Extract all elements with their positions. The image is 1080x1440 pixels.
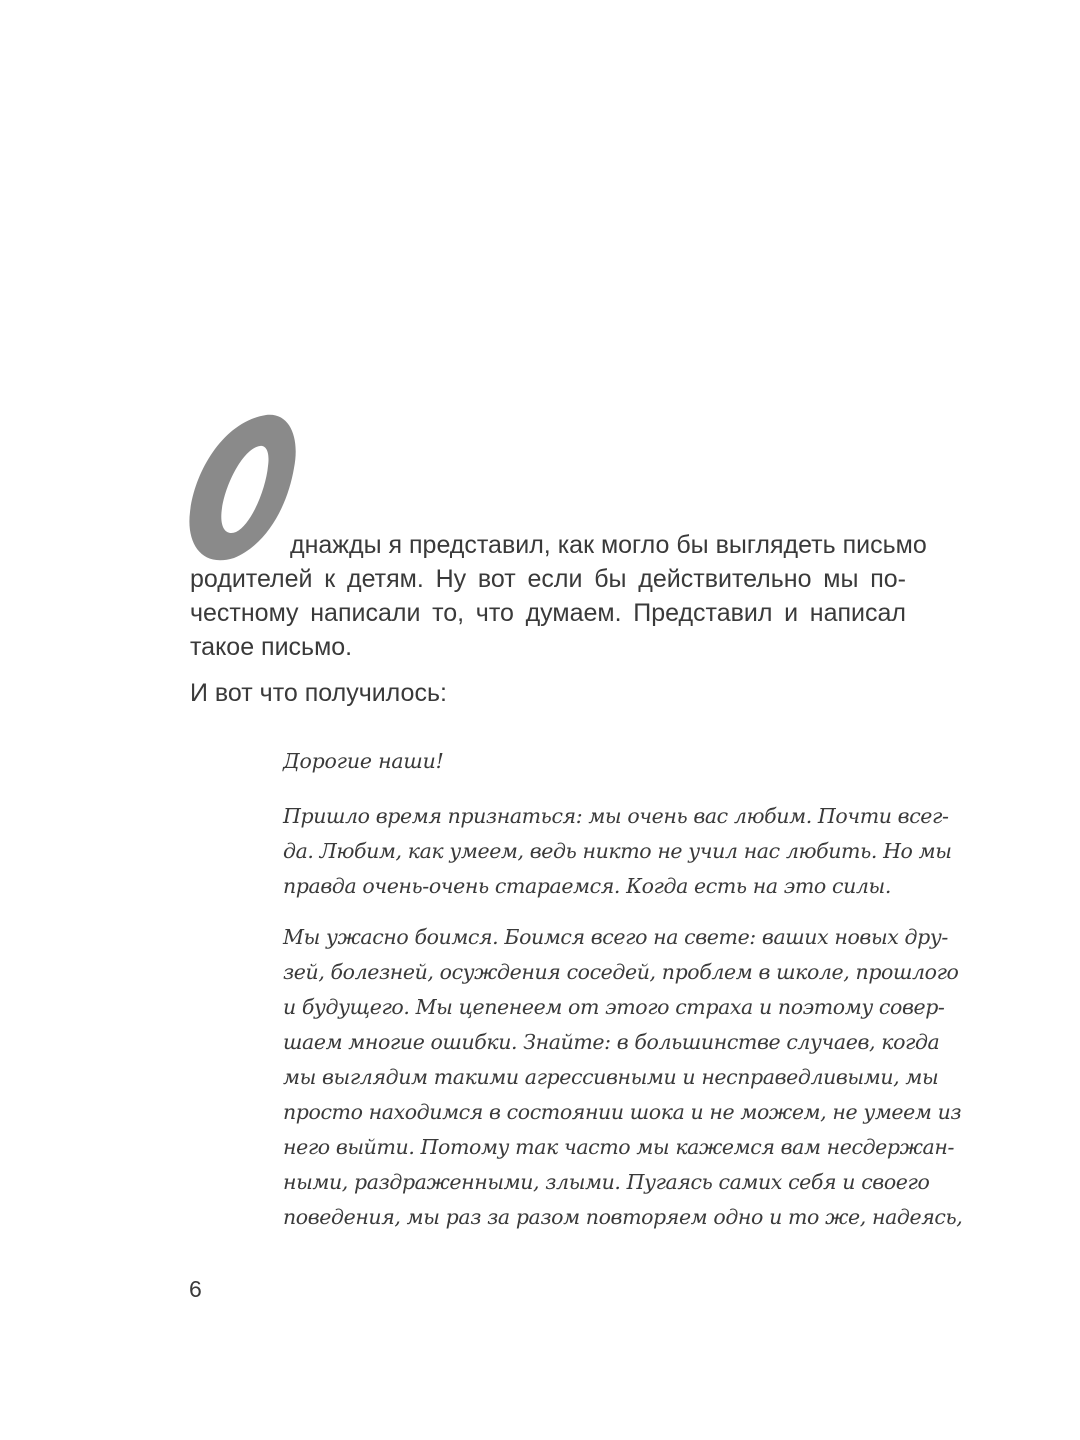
intro-line: днажды я представил, как могло бы выглядеть письмо [290, 531, 927, 559]
intro-line: родителей к детям. Ну вот если бы действительно мы по- [190, 565, 906, 593]
letter-line: поведения, мы раз за разом повторяем одно и то же, надеясь, [283, 1205, 963, 1229]
page-number: 6 [189, 1276, 202, 1302]
letter-block [283, 744, 963, 1251]
letter-line: Мы ужасно боимся. Боимся всего на свете: ваших новых дру- [283, 925, 948, 949]
letter-paragraph [283, 920, 963, 1235]
letter-line: зей, болезней, осуждения соседей, проблем в школе, прошлого [283, 960, 959, 984]
letter-line: шаем многие ошибки. Знайте: в большинстве случаев, когда [283, 1030, 940, 1054]
intro-line: честному написали то, что думаем. Представил и написал [190, 599, 906, 627]
intro-line: такое письмо. [190, 633, 353, 661]
lead-in-text: И вот что получилось: [190, 679, 447, 707]
letter-greeting: Дорогие наши! [283, 749, 444, 773]
letter-line: правда очень-очень стараемся. Когда есть на это силы. [283, 874, 891, 898]
letter-line: Пришло время признаться: мы очень вас любим. Почти всег- [283, 804, 949, 828]
letter-line: да. Любим, как умеем, ведь никто не учил нас любить. Но мы [283, 839, 952, 863]
letter-line: мы выглядим такими агрессивными и несправедливыми, мы [283, 1065, 939, 1089]
letter-line: него выйти. Потому так часто мы кажемся вам несдержан- [283, 1135, 954, 1159]
letter-paragraph [283, 799, 952, 904]
letter-line: просто находимся в состоянии шока и не можем, не умеем из [283, 1100, 962, 1124]
letter-line: и будущего. Мы цепенеем от этого страха и поэтому совер- [283, 995, 945, 1019]
letter-line: ными, раздраженными, злыми. Пугаясь самих себя и своего [283, 1170, 930, 1194]
intro-paragraph [190, 528, 927, 664]
